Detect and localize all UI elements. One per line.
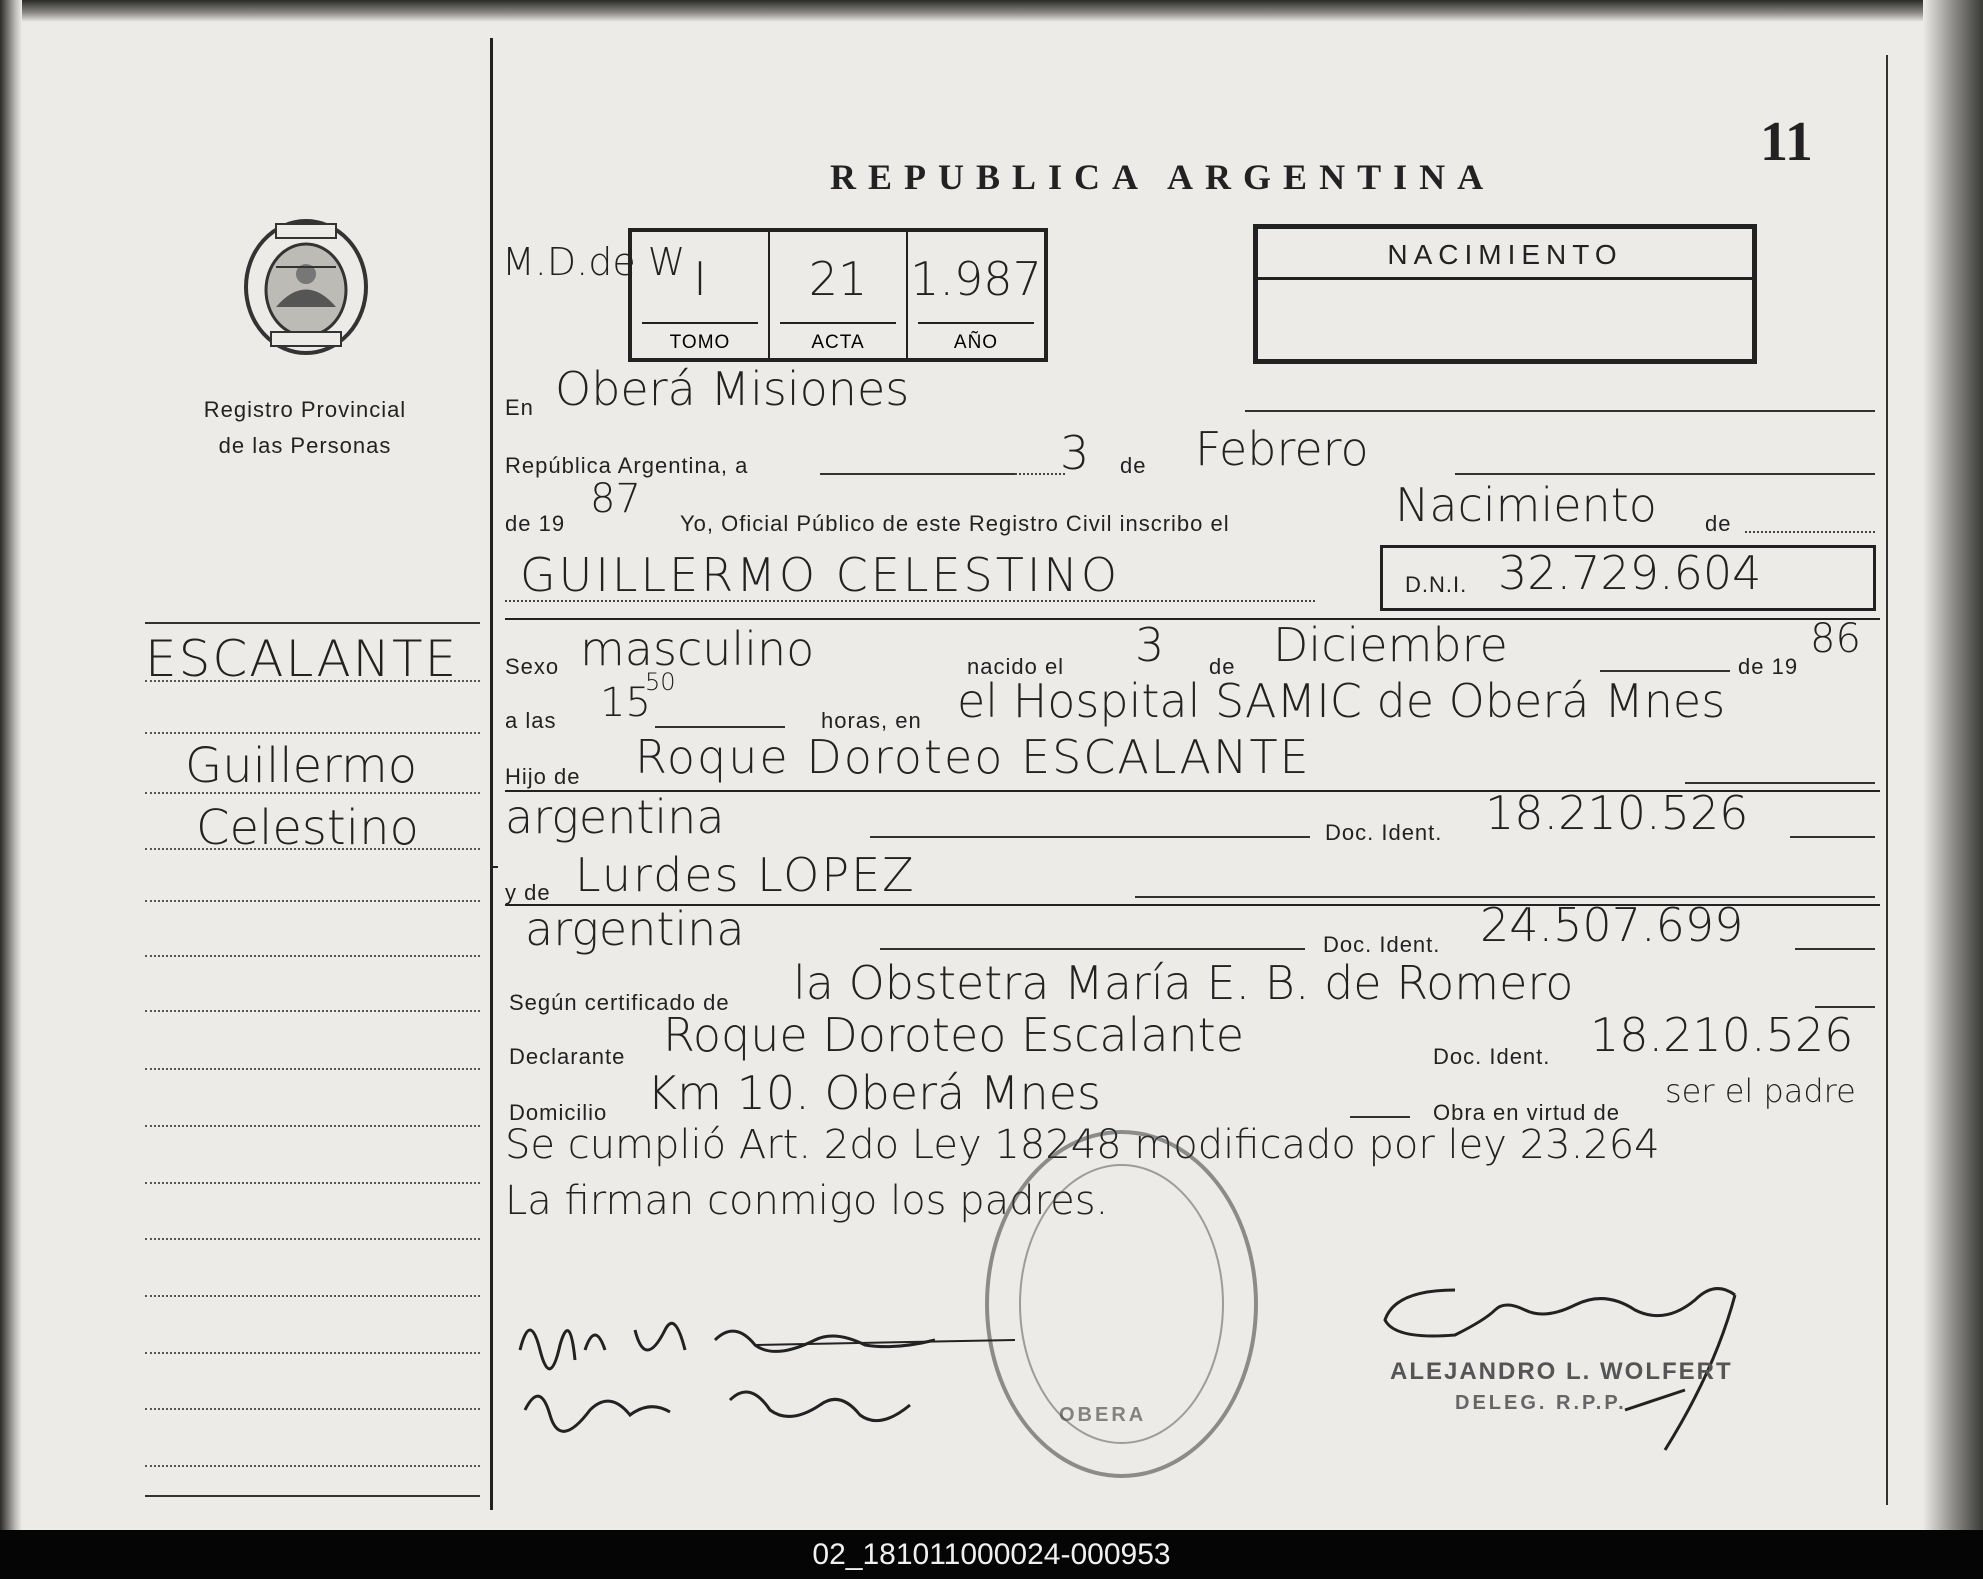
address-value: Km 10. Oberá Mnes [647, 1066, 1101, 1120]
margin-line [145, 900, 480, 902]
row-place [505, 362, 1875, 422]
tomo-value: I [693, 252, 707, 306]
birth-year-suffix: 86 [1810, 616, 1861, 662]
row-tick [490, 866, 498, 868]
anio-label: AÑO [953, 332, 999, 353]
official-name: ALEJANDRO L. WOLFERT [1390, 1358, 1733, 1385]
dni-label: D.N.I. [1405, 572, 1468, 597]
birth-de-label: de [1209, 654, 1236, 679]
margin-given-name-1: Guillermo [185, 738, 418, 794]
dni-box [1380, 545, 1876, 611]
sex-value: masculino [580, 622, 815, 676]
anio-cell [908, 232, 1044, 358]
page-left-edge [0, 0, 22, 1530]
father-doc-value: 18.210.526 [1485, 786, 1749, 840]
record-type-label: NACIMIENTO [1387, 239, 1623, 270]
margin-given-name-2: Celestino [196, 800, 419, 856]
office-code: M.D.de W [502, 240, 686, 284]
margin-line [145, 1352, 480, 1354]
anio-value: 1.987 [910, 252, 1042, 306]
acta-cell [770, 232, 908, 358]
page-right-edge [1923, 0, 1983, 1530]
margin-line [145, 1238, 480, 1240]
yde-label: y de [505, 880, 551, 905]
certifier-value: la Obstetra María E. B. de Romero [793, 956, 1574, 1010]
note-line-2: La firman conmigo los padres. [505, 1178, 1109, 1224]
margin-line [145, 955, 480, 957]
father-doc-label: Doc. Ident. [1325, 820, 1443, 845]
margin-line [145, 1125, 480, 1127]
domicilio-label: Domicilio [509, 1100, 608, 1125]
page-number: 11 [1760, 111, 1813, 173]
obra-value: ser el padre [1665, 1072, 1856, 1110]
registration-year-suffix: 87 [590, 476, 641, 522]
declarant-value: Roque Doroteo Escalante [663, 1008, 1244, 1062]
mother-signature-icon [520, 1360, 940, 1450]
birth-day: 3 [1135, 618, 1165, 672]
declarant-doc-value: 18.210.526 [1590, 1008, 1854, 1062]
hijo-label: Hijo de [505, 764, 581, 789]
stamp-text: OBERA [1059, 1404, 1147, 1426]
registration-month: Febrero [1195, 422, 1369, 476]
margin-line [145, 680, 480, 682]
margin-top-rule [145, 622, 480, 624]
file-id-footer: 02_181011000024-000953 [0, 1530, 1983, 1579]
de-label: de [1120, 453, 1147, 478]
de-end-label: de [1705, 511, 1732, 536]
mother-nationality: argentina [525, 902, 745, 956]
tomo-cell [632, 232, 770, 358]
alas-label: a las [505, 708, 557, 733]
birth-minutes: 50 [645, 668, 676, 696]
certificado-label: Según certificado de [509, 990, 730, 1015]
tomo-label: TOMO [669, 332, 731, 353]
right-margin-rule [1886, 55, 1888, 1505]
margin-line [145, 1408, 480, 1410]
margin-line [145, 1010, 480, 1012]
yo-text: Yo, Oficial Público de este Registro Civil inscribo el [680, 511, 1230, 536]
official-title: DELEG. R.P.P. [1455, 1392, 1627, 1414]
de19-label: de 19 [505, 511, 566, 536]
obra-label: Obra en virtud de [1433, 1100, 1620, 1125]
margin-line [145, 1295, 480, 1297]
margin-line [145, 732, 480, 734]
mother-doc-value: 24.507.699 [1480, 898, 1744, 952]
registry-line-1: Registro Provincial [203, 397, 407, 422]
row-registration-year [505, 476, 1875, 538]
republica-label: República Argentina, a [505, 453, 749, 478]
birth-de19-label: de 19 [1738, 654, 1799, 679]
section-separator [505, 618, 1880, 620]
margin-surname: ESCALANTE [145, 630, 459, 688]
nacido-label: nacido el [967, 654, 1065, 679]
dni-value: 32.729.604 [1498, 546, 1762, 600]
row-registration-date [505, 422, 1875, 480]
birth-month: Diciembre [1273, 618, 1508, 672]
record-reference-box [628, 228, 1048, 362]
full-name-value: GUILLERMO CELESTINO [520, 548, 1121, 602]
en-label: En [505, 395, 534, 420]
sexo-label: Sexo [505, 654, 560, 679]
margin-line [145, 792, 480, 794]
act-type-value: Nacimiento [1395, 478, 1657, 532]
acta-value: 21 [808, 252, 868, 306]
place-value: Oberá Misiones [555, 362, 910, 416]
record-type-box [1253, 224, 1757, 364]
horas-label: horas, en [821, 708, 922, 733]
column-divider [490, 38, 493, 1510]
margin-line [145, 1068, 480, 1070]
margin-line [145, 1182, 480, 1184]
registry-name [150, 392, 460, 464]
note-line-1: Se cumplió Art. 2do Ley 18248 modificado por ley 23.264 [505, 1122, 1660, 1168]
official-stamp [985, 1130, 1258, 1478]
father-name: Roque Doroteo ESCALANTE [635, 730, 1311, 784]
mother-doc-label: Doc. Ident. [1323, 932, 1441, 957]
margin-line [145, 1465, 480, 1467]
registration-day: 3 [1060, 426, 1090, 480]
declarante-label: Declarante [509, 1044, 626, 1069]
birth-place: el Hospital SAMIC de Oberá Mnes [957, 674, 1726, 728]
father-nationality: argentina [505, 790, 725, 844]
page-title: REPUBLICA ARGENTINA [830, 157, 1496, 197]
acta-label: ACTA [811, 332, 865, 353]
declarant-doc-label: Doc. Ident. [1433, 1044, 1551, 1069]
registry-line-2: de las Personas [218, 433, 392, 458]
row-father-doc [505, 786, 1875, 852]
book-spine-shadow [0, 0, 1983, 22]
birth-hour: 15 [600, 680, 651, 726]
margin-bottom-rule [145, 1495, 480, 1497]
mother-name: Lurdes LOPEZ [575, 848, 916, 902]
margin-line [145, 848, 480, 850]
misiones-seal-icon [236, 212, 376, 362]
